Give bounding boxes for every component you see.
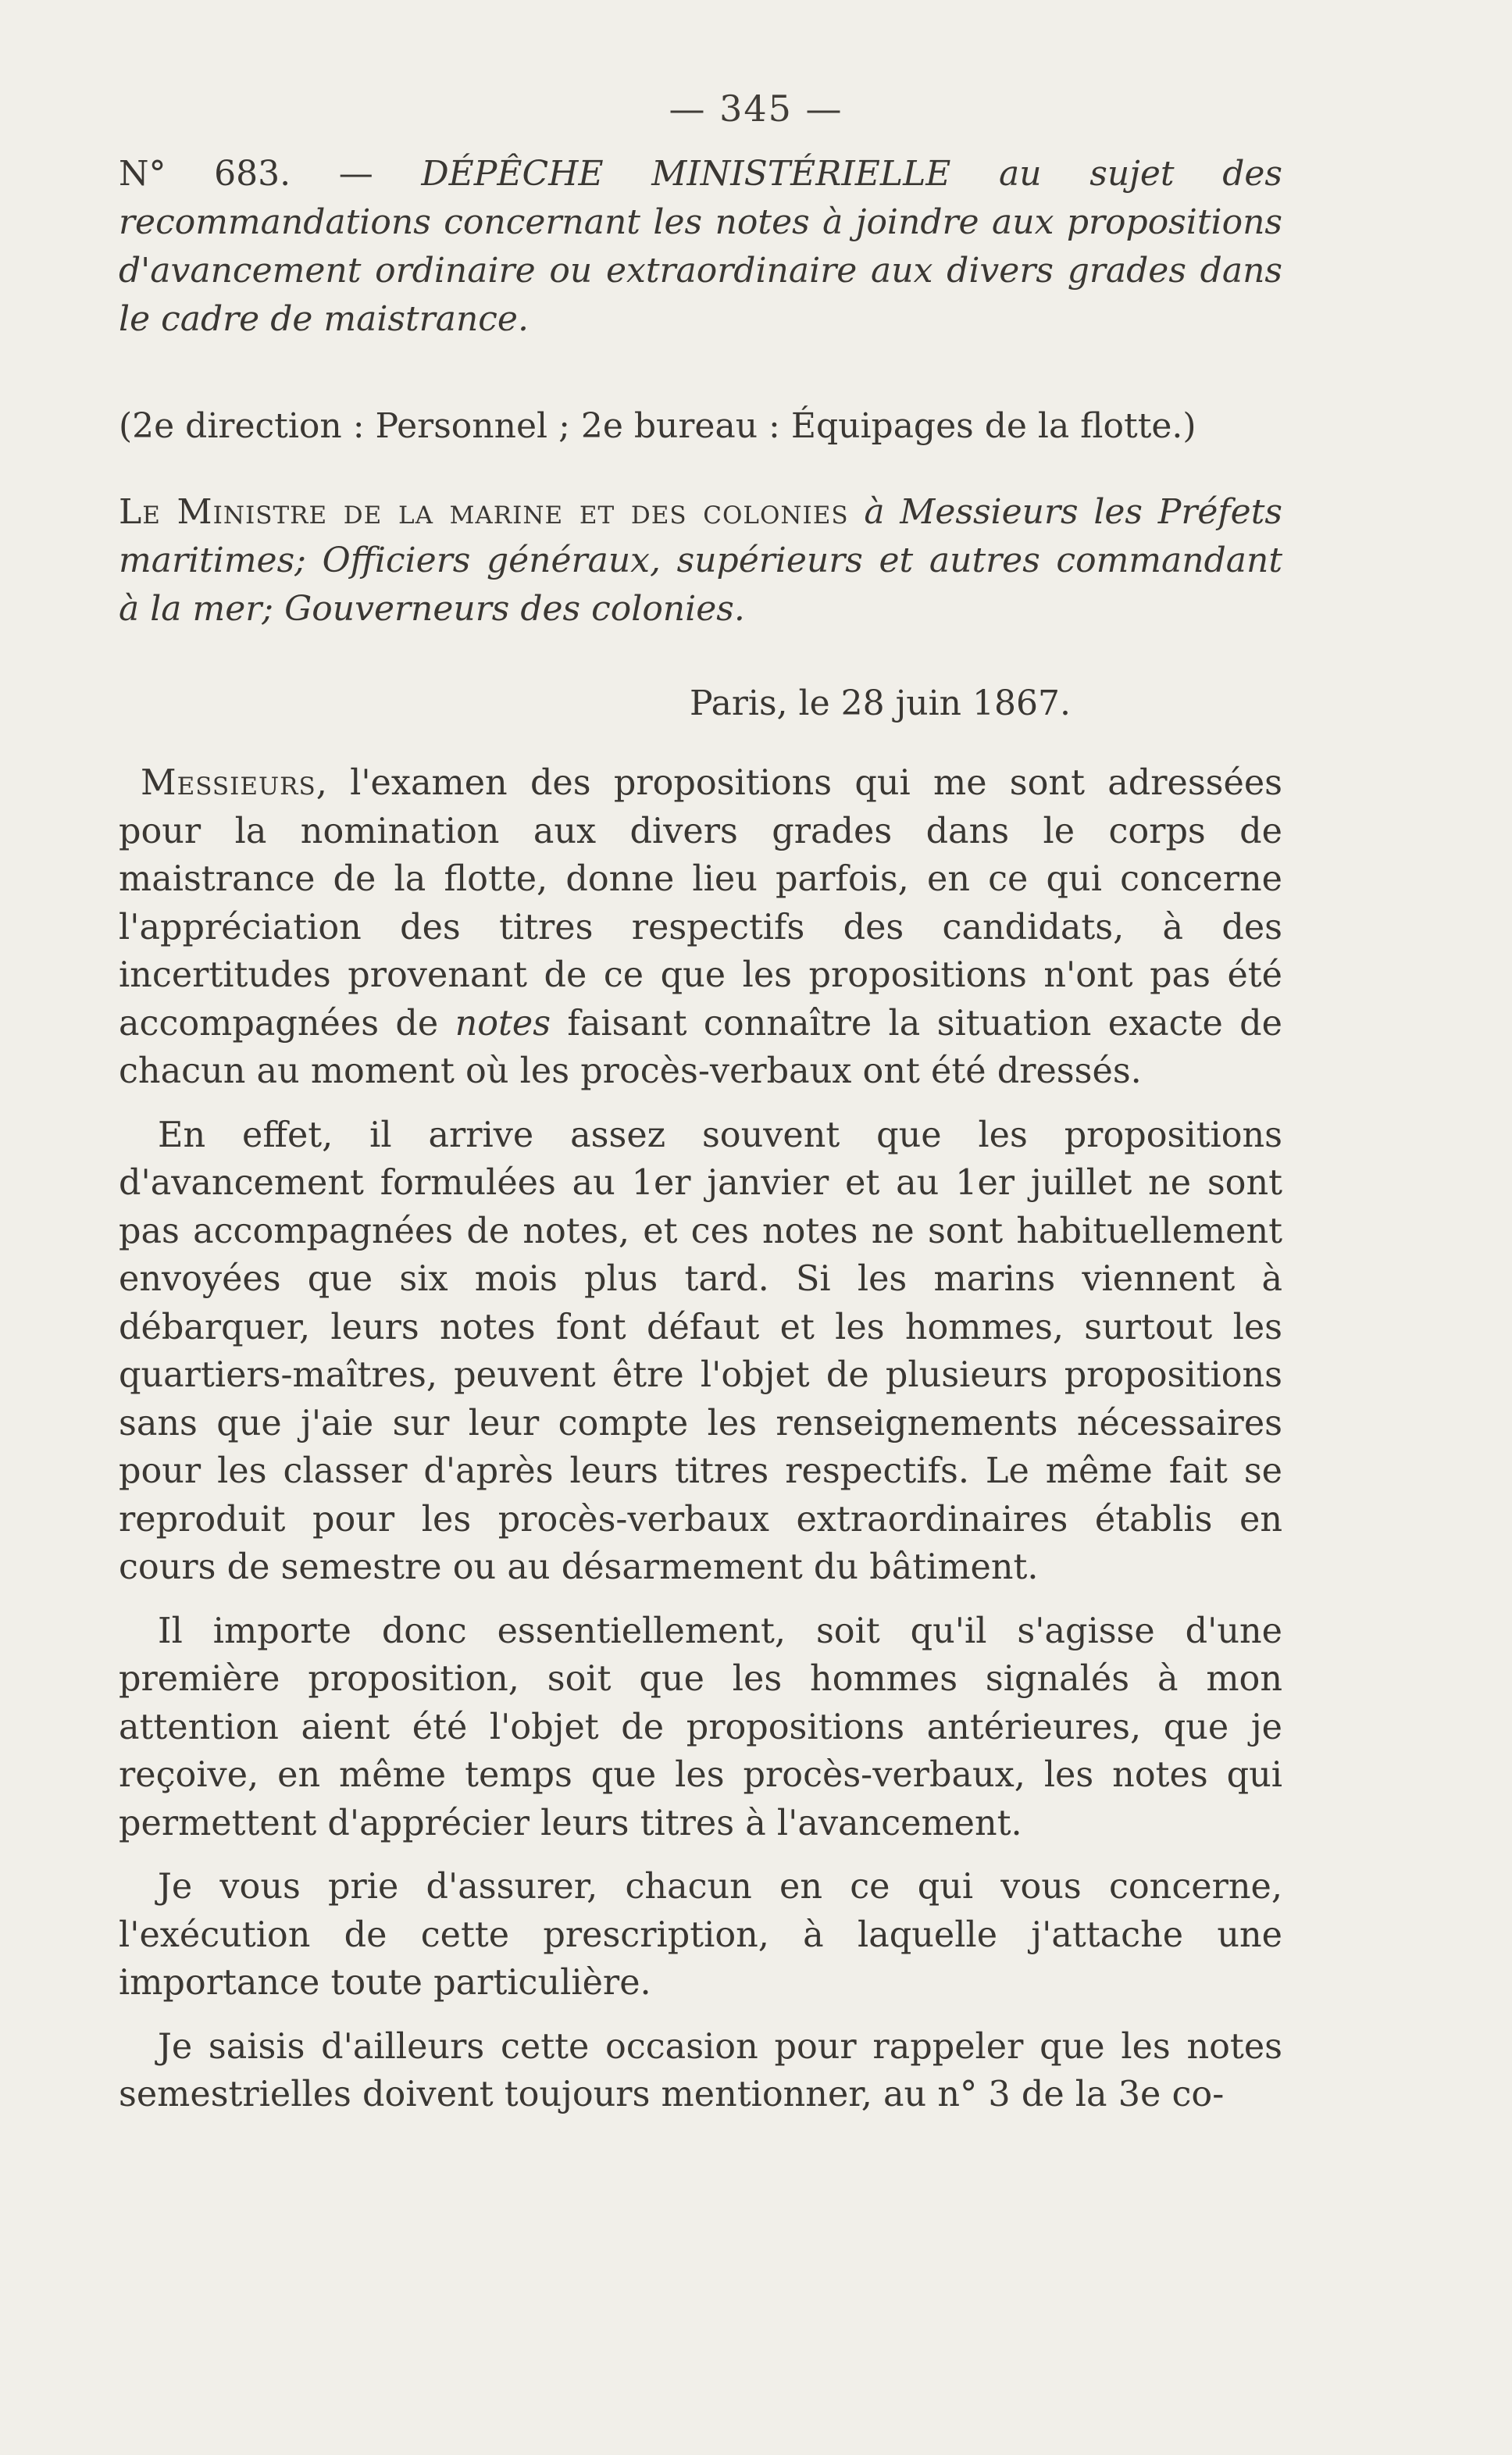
paragraph-5: Je saisis d'ailleurs cette occasion pour rappeler que les notes semestrielles doivent toujours mentionner, au n° 3 de la 3e co- bbox=[119, 2026, 1282, 2114]
addressee-block bbox=[119, 488, 1282, 633]
paragraph-1 bbox=[119, 759, 1282, 1096]
paragraph-1-text-b: faisant connaître la situation exacte de chacun au moment où les procès-verbaux ont été dressés. bbox=[119, 1003, 1282, 1091]
page-number: — 345 — bbox=[669, 87, 843, 130]
heading-dash: — bbox=[291, 154, 422, 194]
salutation: Messieurs bbox=[141, 763, 316, 803]
addressee-connector: à bbox=[848, 492, 900, 532]
recipients: Messieurs les Préfets maritimes; Officiers généraux, supérieurs et autres commandant à la mer; Gouverneurs des colonies. bbox=[119, 492, 1282, 629]
paragraph-3: Il importe donc essentiellement, soit qu'il s'agisse d'une première proposition, soit que les hommes signalés à mon attention aient été l'objet de propositions antérieures, que je reçoive, en même temps que les procès-verbaux, les notes qui permettent d'apprécier leurs titres à l'avancement. bbox=[119, 1611, 1282, 1843]
document-subject: au sujet des recommandations concernant les notes à joindre aux propositions d'avancement ordinaire ou extraordinaire aux divers grades dans le cadre de maistrance. bbox=[119, 154, 1282, 339]
letter-body bbox=[119, 759, 1282, 2135]
paragraph-1-text-a: , l'examen des propositions qui me sont adressées pour la nomination aux divers grades dans le corps de maistrance de la flotte, donne lieu parfois, en ce qui concerne l'appréciation des titres respectifs des candidats, à des incertitudes provenant de ce que les propositions n'ont pas été accompagnées de bbox=[119, 763, 1282, 1044]
paragraph-4: Je vous prie d'assurer, chacun en ce qui vous concerne, l'exécution de cette prescription, à laquelle j'attache une importance toute particulière. bbox=[119, 1867, 1282, 2003]
paragraph-1-italic: notes bbox=[455, 1003, 551, 1044]
document-title: DÉPÊCHE MINISTÉRIELLE bbox=[421, 154, 951, 194]
dateline: Paris, le 28 juin 1867. bbox=[690, 683, 1071, 723]
document-heading bbox=[119, 150, 1282, 344]
direction-line: (2e direction : Personnel ; 2e bureau : Équipages de la flotte.) bbox=[119, 406, 1196, 446]
sender: Le Ministre de la marine et des colonies bbox=[119, 492, 849, 532]
paragraph-2: En effet, il arrive assez souvent que les propositions d'avancement formulées au 1er janvier et au 1er juillet ne sont pas accompagnées de notes, et ces notes ne sont habituellement envoyées que six mois plus tard. Si les marins viennent à débarquer, leurs notes font défaut et les hommes, surtout les quartiers-maîtres, peuvent être l'objet de plusieurs propositions sans que j'aie sur leur compte les renseignements nécessaires pour les classer d'après leurs titres respectifs. Le même fait se reproduit pour les procès-verbaux extraordinaires établis en cours de semestre ou au désarmement du bâtiment. bbox=[119, 1115, 1282, 1587]
document-number: N° 683. bbox=[119, 154, 291, 194]
